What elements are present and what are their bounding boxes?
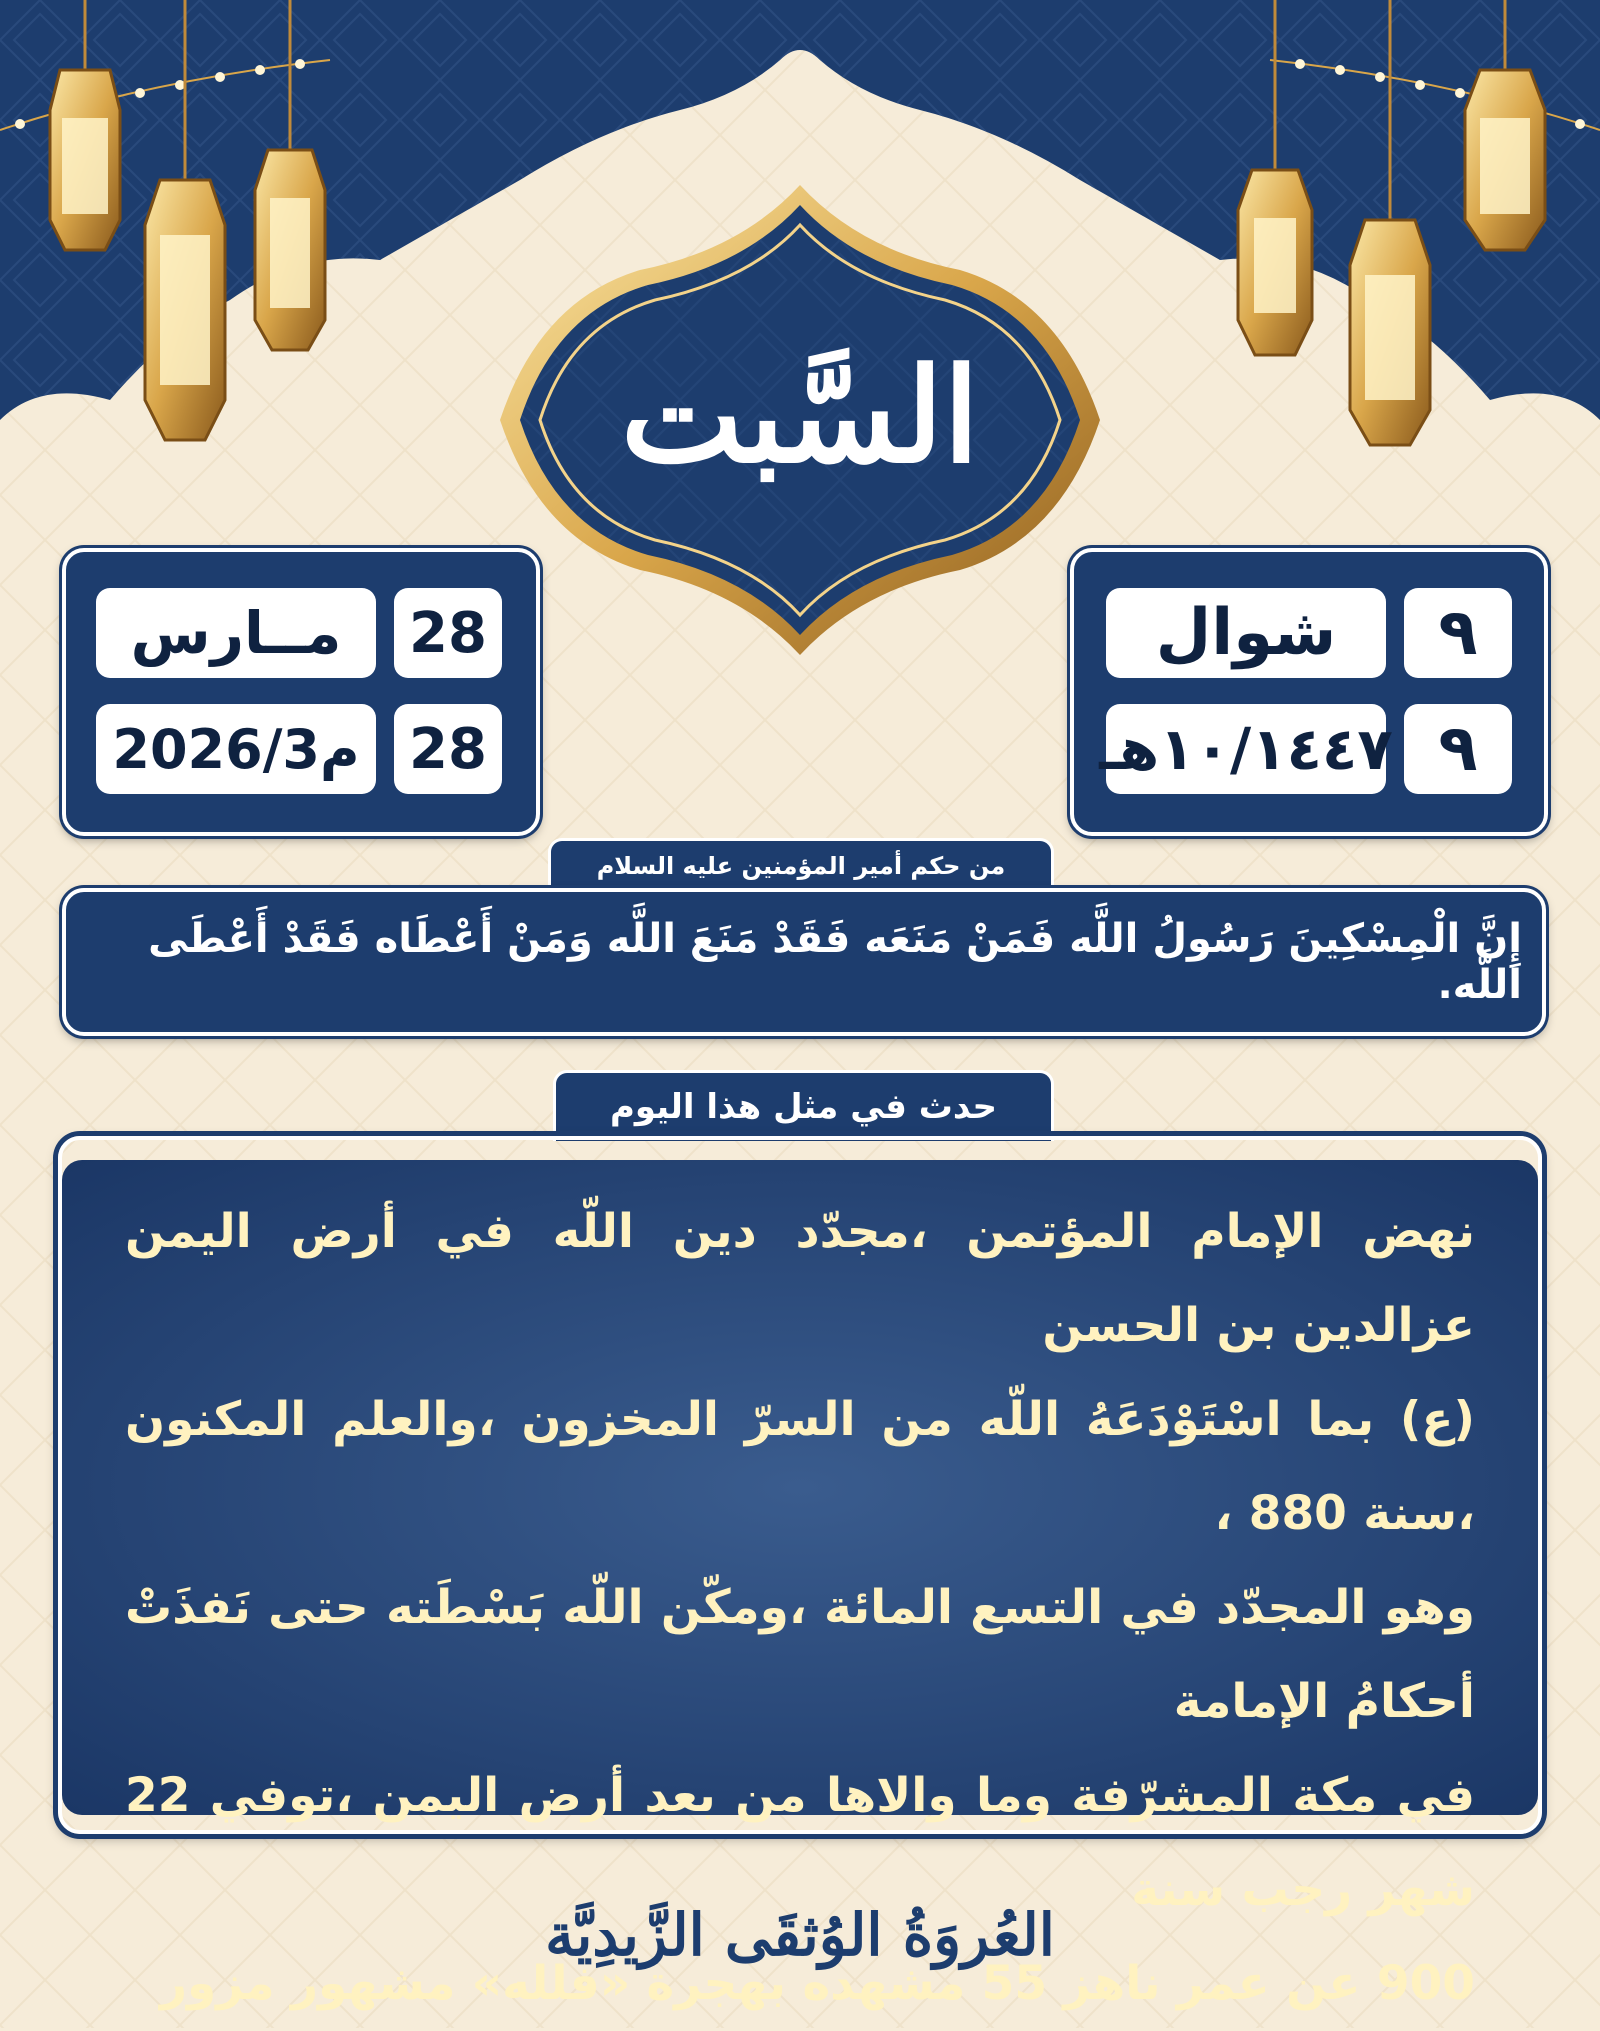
hijri-date-full: ١٠/١٤٤٧هـ — [1106, 704, 1386, 794]
gregorian-date-panel — [62, 548, 540, 836]
hadith-source-tab: من حكم أمير المؤمنين عليه السلام — [548, 838, 1054, 891]
event-line: في مكة المشرّفة وما والاها من بعد أرض اليمن ،توفي 22 شهر رجب سنة — [125, 1768, 1475, 1917]
gregorian-month: مــارس — [96, 588, 376, 678]
hijri-day: ٩ — [1404, 588, 1512, 678]
footer-logo: العُروَةُ الوُثقَى الزَّيدِيَّة — [545, 1901, 1055, 1969]
hadith-text: إِنَّ الْمِسْكِينَ رَسُولُ اللَّه فَمَنْ مَنَعَه فَقَدْ مَنَعَ اللَّه وَمَنْ أَعْطَاه فَقَدْ أَعْطَى اللَّه. — [148, 916, 1522, 1008]
event-line: 900 عن عمر ناهز 55 مشهده بهجرة «فلله» مشهور مزور — [160, 1956, 1475, 2011]
gregorian-date-full: 2026/3م — [96, 704, 376, 794]
event-heading-tab: حدث في مثل هذا اليوم — [553, 1070, 1054, 1141]
event-line: نهض الإمام المؤتمن ،مجدّد دين اللّه في أرض اليمن عزالدين بن الحسن — [125, 1204, 1475, 1353]
gregorian-day: 28 — [394, 588, 502, 678]
hijri-date-panel — [1070, 548, 1548, 836]
hijri-date-day: ٩ — [1404, 704, 1512, 794]
hadith-panel — [62, 888, 1546, 1036]
event-line: وهو المجدّد في التسع المائة ،ومكّن اللّه بَسْطَته حتى نَفذَتْ أحكامُ الإمامة — [125, 1580, 1475, 1729]
gregorian-date-day: 28 — [394, 704, 502, 794]
event-line: (ع) بما اسْتَوْدَعَهُ اللّه من السرّ المخزون ،والعلم المكنون ،سنة 880 ، — [125, 1392, 1475, 1541]
hijri-month: شوال — [1106, 588, 1386, 678]
day-name: السَّبت — [620, 338, 980, 492]
